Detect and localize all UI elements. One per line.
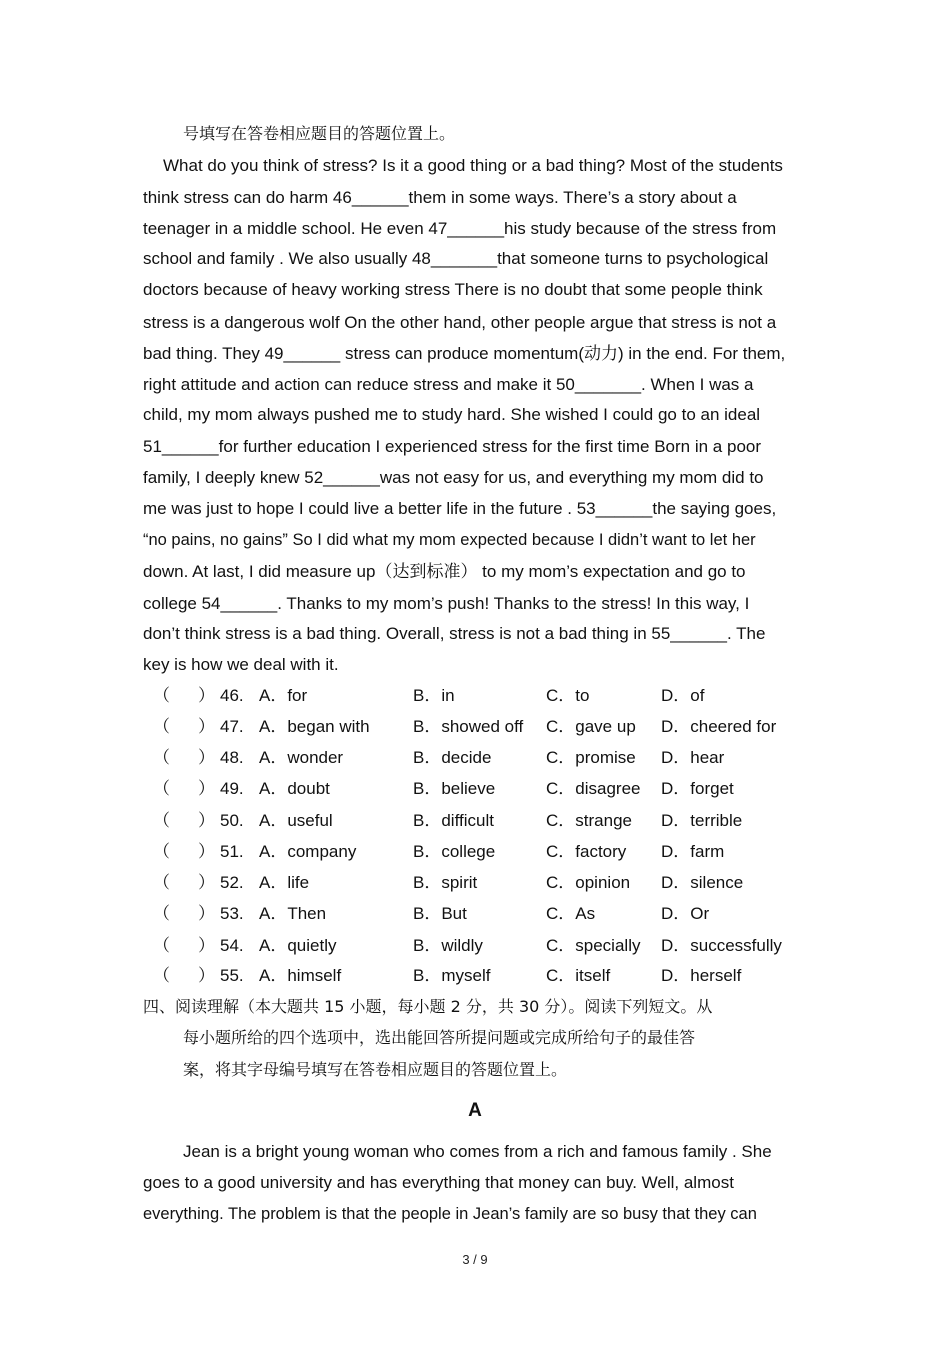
- question-close-paren: ）: [198, 811, 215, 830]
- question-option-c: C．promise: [546, 748, 636, 767]
- passage-line: teenager in a middle school. He even 47______his study because of the stress from: [143, 219, 777, 238]
- question-close-paren: ）: [198, 842, 215, 861]
- question-option-d: D．terrible: [661, 811, 743, 830]
- question-option-c: C．As: [546, 904, 596, 923]
- question-option-d: D．silence: [661, 873, 744, 892]
- question-open-paren: （: [153, 842, 170, 861]
- question-close-paren: ）: [198, 936, 215, 955]
- question-option-d: D．successfully: [661, 936, 782, 955]
- question-close-paren: ）: [198, 686, 215, 705]
- passage-line: 51______for further education I experienced stress for the first time Born in a poor: [143, 437, 762, 456]
- passage-line: me was just to hope I could live a better life in the future . 53______the saying goes,: [143, 499, 777, 518]
- question-option-d: D．farm: [661, 842, 725, 861]
- question-open-paren: （: [153, 873, 170, 892]
- passage-line: “no pains, no gains” So I did what my mom expected because I didn’t want to let her: [143, 531, 756, 549]
- passage-line: down. At last, I did measure up（达到标准） to my mom’s expectation and go to: [143, 562, 746, 581]
- passage-a-line: Jean is a bright young woman who comes from a rich and famous family . She: [183, 1142, 772, 1161]
- passage-line: don’t think stress is a bad thing. Overall, stress is not a bad thing in 55______. The: [143, 624, 766, 643]
- question-open-paren: （: [153, 779, 170, 798]
- question-option-c: C．itself: [546, 966, 611, 985]
- question-option-b: B．difficult: [413, 811, 494, 830]
- question-option-a: A．Then: [259, 904, 327, 923]
- question-option-b: B．showed off: [413, 717, 524, 736]
- question-open-paren: （: [153, 717, 170, 736]
- passage-line: stress is a dangerous wolf On the other hand, other people argue that stress is not a: [143, 313, 777, 332]
- question-option-a: A．himself: [259, 966, 342, 985]
- question-option-a: A．life: [259, 873, 310, 892]
- question-close-paren: ）: [198, 966, 215, 985]
- question-number: 48.: [220, 748, 244, 767]
- question-open-paren: （: [153, 966, 170, 985]
- question-close-paren: ）: [198, 904, 215, 923]
- question-option-a: A．company: [259, 842, 357, 861]
- question-option-a: A．quietly: [259, 936, 337, 955]
- question-open-paren: （: [153, 748, 170, 767]
- question-option-d: D．cheered for: [661, 717, 777, 736]
- question-option-b: B．spirit: [413, 873, 478, 892]
- question-option-b: B．believe: [413, 779, 496, 798]
- question-option-c: C．gave up: [546, 717, 636, 736]
- question-close-paren: ）: [198, 873, 215, 892]
- passage-line: bad thing. They 49______ stress can produce momentum(动力) in the end. For them,: [143, 344, 786, 363]
- passage-line: child, my mom always pushed me to study hard. She wished I could go to an ideal: [143, 405, 761, 424]
- question-open-paren: （: [153, 686, 170, 705]
- page-number: 3 / 9: [462, 1252, 488, 1267]
- question-number: 47.: [220, 717, 244, 736]
- question-option-c: C．specially: [546, 936, 641, 955]
- question-open-paren: （: [153, 936, 170, 955]
- question-open-paren: （: [153, 811, 170, 830]
- question-number: 52.: [220, 873, 244, 892]
- question-open-paren: （: [153, 904, 170, 923]
- question-option-b: B．in: [413, 686, 455, 705]
- question-close-paren: ）: [198, 779, 215, 798]
- question-option-d: D．herself: [661, 966, 742, 985]
- passage-line: school and family . We also usually 48_______that someone turns to psychological: [143, 249, 769, 268]
- question-close-paren: ）: [198, 717, 215, 736]
- question-option-a: A．began with: [259, 717, 370, 736]
- question-option-b: B．myself: [413, 966, 491, 985]
- question-option-c: C．disagree: [546, 779, 641, 798]
- question-option-a: A．doubt: [259, 779, 330, 798]
- question-number: 46.: [220, 686, 244, 705]
- question-option-c: C．factory: [546, 842, 627, 861]
- question-number: 54.: [220, 936, 244, 955]
- passage-line: think stress can do harm 46______them in some ways. There’s a story about a: [143, 188, 737, 207]
- question-option-d: D．of: [661, 686, 705, 705]
- section-a-title: A: [468, 1100, 482, 1121]
- question-option-a: A．wonder: [259, 748, 344, 767]
- question-number: 50.: [220, 811, 244, 830]
- instruction-tail: 号填写在答卷相应题目的答题位置上。: [183, 124, 456, 143]
- question-option-a: A．useful: [259, 811, 333, 830]
- passage-line: doctors because of heavy working stress There is no doubt that some people think: [143, 280, 763, 299]
- question-option-b: B．college: [413, 842, 496, 861]
- passage-line: right attitude and action can reduce stress and make it 50_______. When I was a: [143, 375, 754, 394]
- question-option-b: B．decide: [413, 748, 492, 767]
- question-number: 49.: [220, 779, 244, 798]
- section-four-line: 每小题所给的四个选项中，选出能回答所提问题或完成所给句子的最佳答: [183, 1028, 696, 1047]
- question-option-c: C．opinion: [546, 873, 631, 892]
- section-four-line: 案，将其字母编号填写在答卷相应题目的答题位置上。: [183, 1060, 568, 1079]
- passage-line: family, I deeply knew 52______was not easy for us, and everything my mom did to: [143, 468, 764, 487]
- question-option-d: D．Or: [661, 904, 710, 923]
- passage-line: key is how we deal with it.: [143, 655, 339, 674]
- question-option-c: C．strange: [546, 811, 632, 830]
- question-option-b: B．But: [413, 904, 467, 923]
- question-number: 55.: [220, 966, 244, 985]
- passage-line: college 54______. Thanks to my mom’s push! Thanks to the stress! In this way, I: [143, 594, 750, 613]
- question-number: 53.: [220, 904, 244, 923]
- question-option-a: A．for: [259, 686, 308, 705]
- question-option-d: D．forget: [661, 779, 734, 798]
- passage-a-line: everything. The problem is that the people in Jean’s family are so busy that they can: [143, 1205, 757, 1223]
- passage-line: What do you think of stress? Is it a good thing or a bad thing? Most of the students: [163, 156, 783, 175]
- section-four-line: 四、阅读理解（本大题共 15 小题，每小题 2 分，共 30 分）。阅读下列短文。从: [143, 997, 713, 1016]
- passage-a-line: goes to a good university and has everything that money can buy. Well, almost: [143, 1173, 734, 1192]
- question-number: 51.: [220, 842, 244, 861]
- question-option-d: D．hear: [661, 748, 725, 767]
- question-option-c: C．to: [546, 686, 590, 705]
- question-option-b: B．wildly: [413, 936, 483, 955]
- question-close-paren: ）: [198, 748, 215, 767]
